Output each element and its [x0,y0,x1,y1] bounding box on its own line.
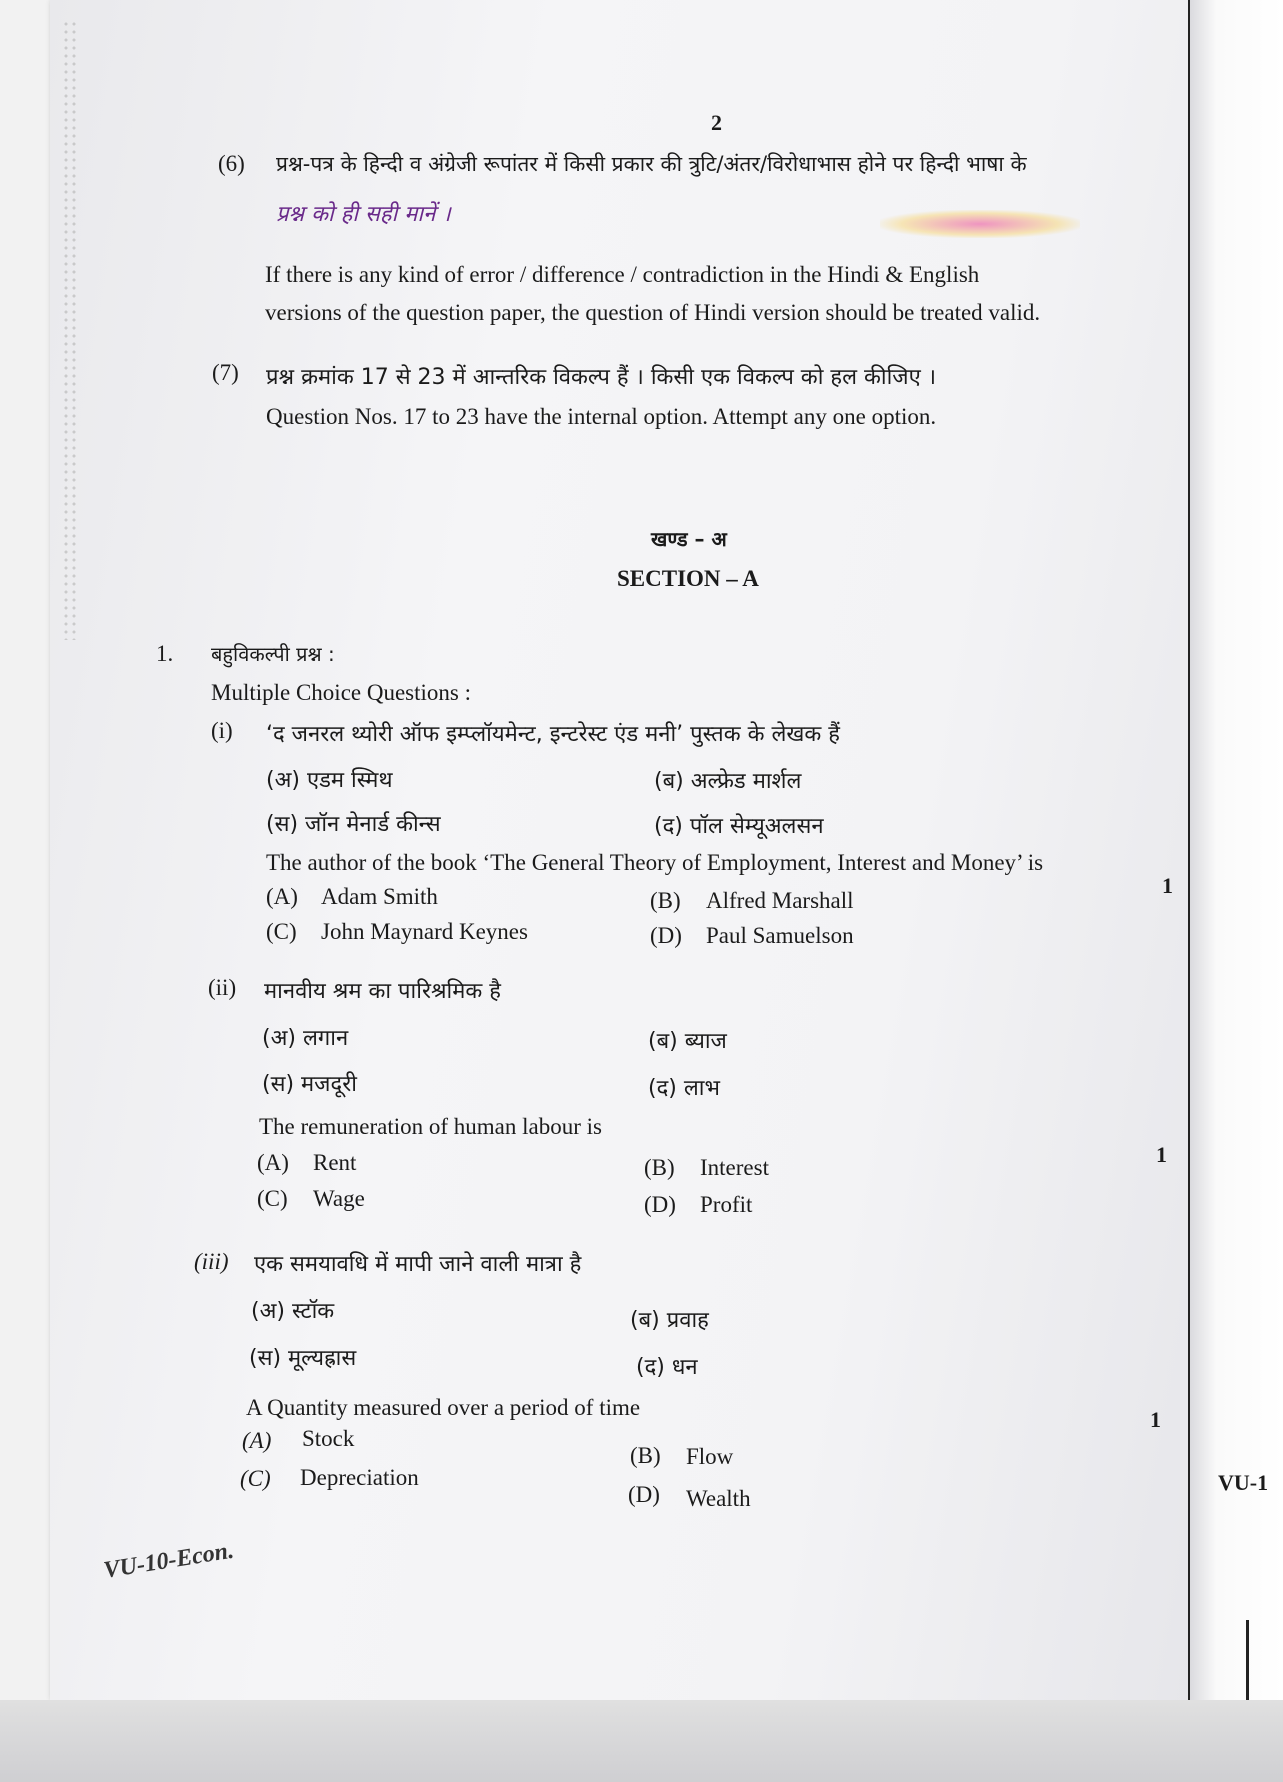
option-hindi: (ब) ब्याज [648,1029,727,1054]
option-hindi: (स) मजदूरी [262,1072,357,1097]
part-number: (iii) [194,1249,229,1274]
option-text: Adam Smith [321,884,438,909]
instruction-number: (7) [212,360,239,385]
option-label: (A) [266,884,298,909]
question-heading: Multiple Choice Questions : [211,680,472,705]
option-text: Rent [313,1150,357,1175]
option-label: (B) [650,888,681,913]
option-label: (A) [257,1150,289,1175]
part-number: (ii) [208,975,237,1000]
option-hindi: (अ) स्टॉक [251,1299,335,1324]
option-label: (B) [630,1443,661,1468]
option-text: Paul Samuelson [706,923,854,948]
question-number: 1. [156,641,174,666]
next-page-edge [1188,0,1283,1782]
option-label: (C) [240,1466,271,1491]
scan-bottom-margin [0,1700,1283,1782]
marks: 1 [1162,873,1173,898]
option-hindi: (ब) प्रवाह [630,1308,709,1333]
question-text: The author of the book ‘The General Theory of Employment, Interest and Money’ is [266,850,1044,875]
option-hindi: (द) पॉल सेम्यूअलसन [654,814,824,839]
instruction-english: If there is any kind of error / difference / contradiction in the Hindi & English [265,262,980,287]
instruction-hindi: प्रश्न क्रमांक 17 से 23 में आन्तरिक विकल्प हैं । किसी एक विकल्प को हल कीजिए । [266,365,937,390]
question-text-hindi: मानवीय श्रम का पारिश्रमिक है [264,979,501,1004]
option-hindi: (स) मूल्यह्रास [249,1346,357,1371]
instruction-english-cont: versions of the question paper, the question of Hindi version should be treated valid. [265,300,1041,325]
option-text: Alfred Marshall [706,888,854,913]
page-number: 2 [711,110,722,135]
marks: 1 [1150,1407,1161,1432]
option-label: (C) [266,919,297,944]
question-text: A Quantity measured over a period of time [246,1395,641,1420]
part-number: (i) [211,718,233,743]
instruction-english: Question Nos. 17 to 23 have the internal option. Attempt any one option. [266,404,937,429]
section-heading: SECTION – A [617,566,759,591]
option-text: Profit [700,1192,753,1217]
option-label: (A) [242,1428,272,1453]
marks: 1 [1156,1142,1167,1167]
option-hindi: (द) धन [636,1355,698,1380]
next-page-code: VU-1 [1218,1470,1269,1495]
option-label: (B) [644,1155,675,1180]
option-text: Wealth [686,1486,751,1511]
option-text: John Maynard Keynes [321,919,528,944]
instruction-hindi: प्रश्न-पत्र के हिन्दी व अंग्रेजी रूपांतर में किसी प्रकार की त्रुटि/अंतर/विरोधाभास होने पर हिन्दी भाषा के [276,152,1027,176]
perforation-marks [62,20,80,640]
option-hindi: (अ) लगान [262,1026,349,1051]
option-label: (D) [628,1482,660,1507]
option-hindi: (द) लाभ [648,1076,720,1101]
question-text-hindi: एक समयावधि में मापी जाने वाली मात्रा है [254,1252,582,1277]
question-text-hindi: ‘द जनरल थ्योरी ऑफ इम्प्लॉयमेन्ट, इन्टरेस्ट एंड मनी’ पुस्तक के लेखक हैं [266,722,840,747]
option-label: (D) [650,923,682,948]
page-edge-line [1188,0,1190,1700]
paper-code-footer: VU-10-Econ. [101,1537,236,1584]
option-label: (C) [257,1186,288,1211]
option-text: Stock [302,1426,355,1451]
option-hindi: (स) जॉन मेनार्ड कीन्स [266,812,441,837]
option-hindi: (अ) एडम स्मिथ [266,768,393,793]
ink-smear [880,210,1080,238]
option-text: Depreciation [300,1465,419,1490]
option-label: (D) [644,1192,676,1217]
option-text: Wage [313,1186,365,1211]
question-text: The remuneration of human labour is [259,1114,602,1139]
question-heading-hindi: बहुविकल्पी प्रश्न : [211,642,335,666]
option-hindi: (ब) अल्फ्रेड मार्शल [654,769,802,794]
option-text: Flow [686,1444,734,1469]
instruction-number: (6) [218,151,245,176]
option-text: Interest [700,1155,769,1180]
instruction-hindi-cont: प्रश्न को ही सही मानें । [276,202,451,227]
section-heading-hindi: खण्ड – अ [651,527,727,551]
